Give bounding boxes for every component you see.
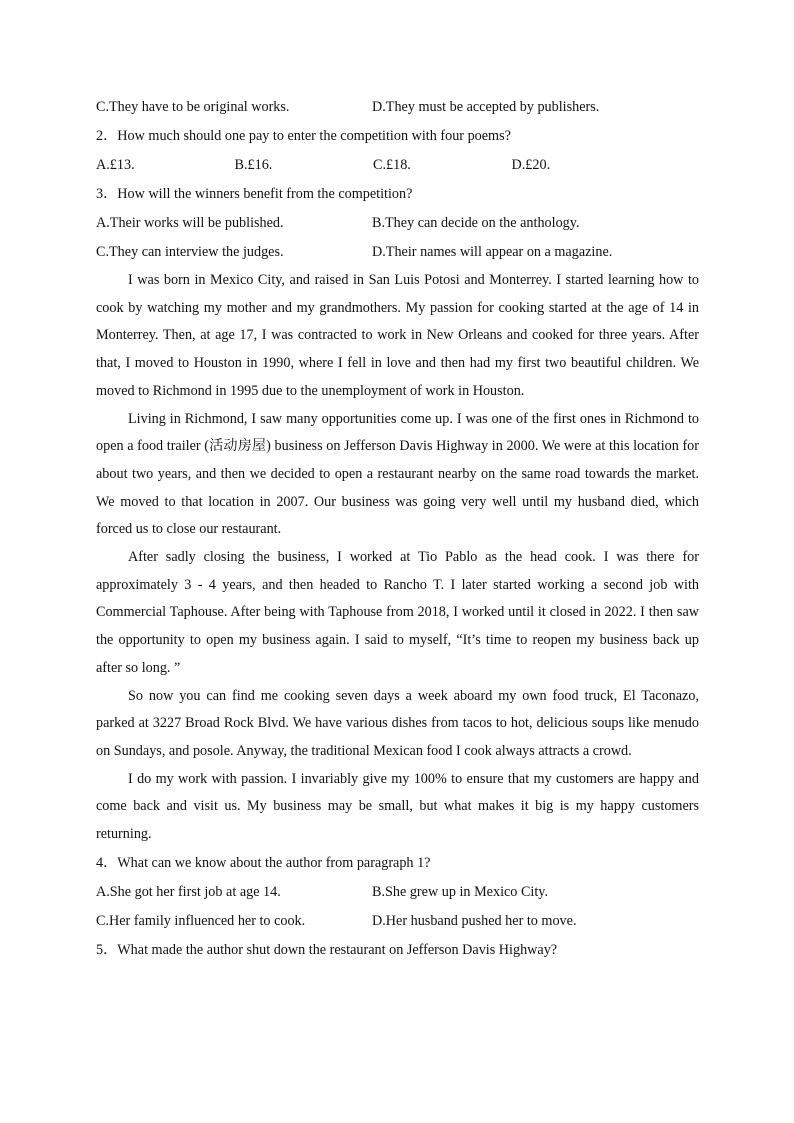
q2-option-c[interactable]: C.£18. xyxy=(373,157,411,173)
q4-option-c[interactable]: C.Her family influenced her to cook. xyxy=(96,912,306,929)
q2-option-d[interactable]: D.£20. xyxy=(511,157,551,173)
q3-option-a[interactable]: A.Their works will be published. xyxy=(96,215,284,231)
passage-paragraph-1: I was born in Mexico City, and raised in San Luis Potosi and Monterrey. I started learning how to cook by watching my mother and my grandmothers. My passion for cooking started at the age of 14 in Monterrey. Then, at age 17, I was contracted to work in New Orleans and cooked for three years. After that, I moved to Houston in 1990, where I fell in love and then had my first two beautiful children. We moved to Richmond in 1995 due to the unemployment of work in Houston. xyxy=(96,272,699,399)
q2-options-row xyxy=(96,151,699,180)
q4-stem: 4．What can we know about the author from paragraph 1? xyxy=(96,854,431,871)
document-page xyxy=(96,93,699,965)
q4-options-row-2 xyxy=(96,907,699,936)
q5-stem: 5．What made the author shut down the restaurant on Jefferson Davis Highway? xyxy=(96,941,558,958)
q1-option-d[interactable]: D.They must be accepted by publishers. xyxy=(372,99,600,115)
q1-option-c[interactable]: C.They have to be original works. xyxy=(96,99,290,115)
passage-paragraph-5: I do my work with passion. I invariably give my 100% to ensure that my customers are happy and come back and visit us. My business may be small, but what makes it big is my happy customers returning. xyxy=(96,770,699,843)
q4-option-a[interactable]: A.She got her first job at age 14. xyxy=(96,883,281,900)
q3-option-b[interactable]: B.They can decide on the anthology. xyxy=(372,215,580,231)
q3-options-row-2 xyxy=(96,238,699,267)
q3-option-c[interactable]: C.They can interview the judges. xyxy=(96,244,284,260)
passage-paragraph-2: Living in Richmond, I saw many opportunities come up. I was one of the first ones in Richmond to open a food trailer (活动房屋) business on Jefferson Davis Highway in 2000. We were at this location for about two years, and then we decided to open a restaurant nearby on the same road towards the market. We moved to that location in 2007. Our business was going very well until my husband died, which forced us to close our restaurant. xyxy=(96,410,699,538)
q2-option-b[interactable]: B.£16. xyxy=(234,157,273,173)
q4-option-b[interactable]: B.She grew up in Mexico City. xyxy=(372,883,549,900)
q3-options-row-1 xyxy=(96,209,699,238)
q2-option-a[interactable]: A.£13. xyxy=(96,157,135,173)
q3-option-d[interactable]: D.Their names will appear on a magazine. xyxy=(372,244,613,260)
q4-options-row-1 xyxy=(96,878,699,907)
q1-options-row xyxy=(96,93,699,122)
q3-stem: 3．How will the winners benefit from the competition? xyxy=(96,186,413,202)
passage-paragraph-4: So now you can find me cooking seven days a week aboard my own food truck, El Taconazo, parked at 3227 Broad Rock Blvd. We have various dishes from tacos to hot, delicious soups like menudo on Sundays, and posole. Anyway, the traditional Mexican food I cook always attracts a crowd. xyxy=(96,687,699,759)
q2-stem: 2．How much should one pay to enter the competition with four poems? xyxy=(96,128,511,144)
passage-paragraph-3: After sadly closing the business, I worked at Tio Pablo as the head cook. I was there for approximately 3 - 4 years, and then headed to Rancho T. I later started working a second job with Commercial Taphouse. After being with Taphouse from 2018, I worked until it closed in 2022. I then saw the opportunity to open my business again. I said to myself, “It’s time to reopen my business back up after so long. ” xyxy=(96,549,699,676)
q4-option-d[interactable]: D.Her husband pushed her to move. xyxy=(372,912,577,929)
